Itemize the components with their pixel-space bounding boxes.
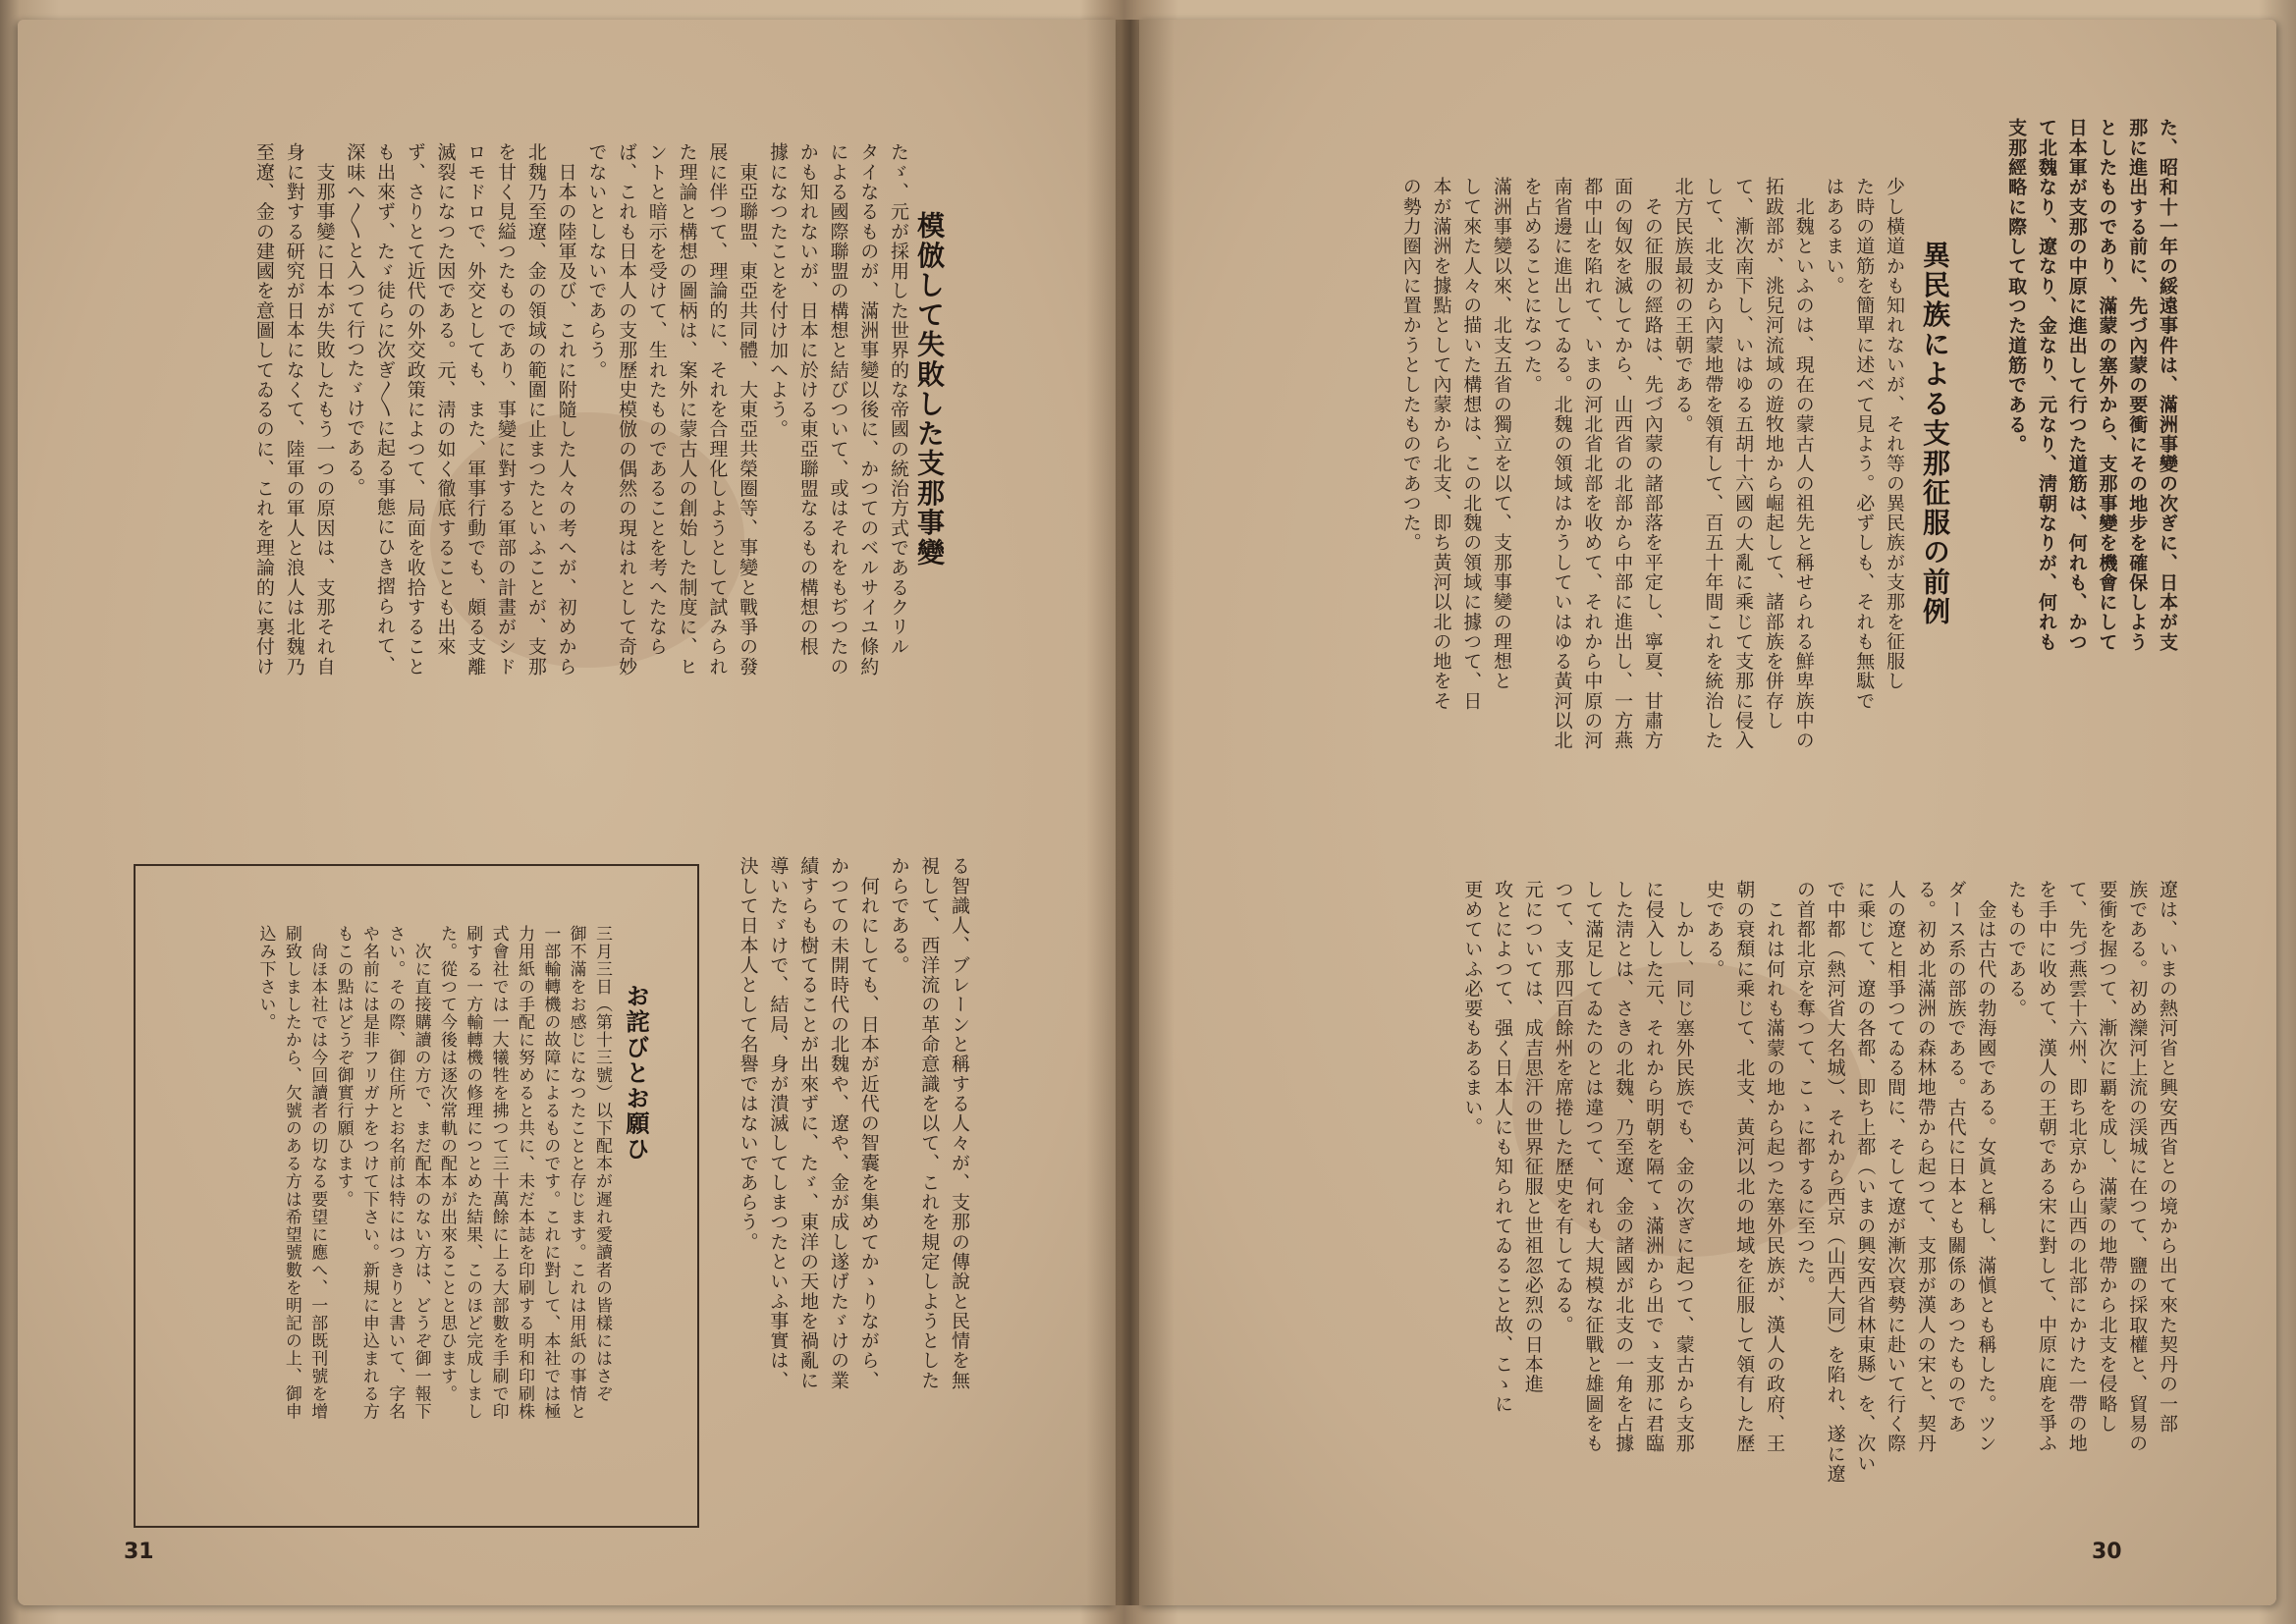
right-intro-text: た、昭和十一年の綏遠事件は、滿洲事變の次ぎに、日本が支 那に進出する前に、先づ內蒙の要衝にその地步を確保しよう としたものであり、滿蒙の塞外から、支那事變を機會にして 日本軍が支那の中原に進出して行つた道筋は、何れも、かつ て北魏なり、遼なり、金なり、元なり、淸朝なりが、何れも 支那經略に際して取つた道筋である。: [2005, 118, 2178, 652]
section-heading-precedents: 異民族による支那征服の前例: [1919, 241, 1951, 627]
section-heading-imitation-failure: 模倣して失敗した支那事變: [913, 211, 946, 568]
page-number-left: 31: [124, 1540, 154, 1564]
right-lower-text: 遼は、いまの熱河省と興安西省との境から出て來た契丹の一部 族である。初め灤河上流の渓城に在つて、鹽の採取權と、貿易の 要衝を握つて、漸次に覇を成し、滿蒙の地帶から北支を侵略し て、先づ燕雲十六州、即ち北京から山西の北部にかけた一帶の地 を手中に收めて、漢人の王朝である宋に對して、中原に鹿を爭ふ たものである。 金は古代の勃海國である。女眞と稱し、滿愼とも稱した。ツン ダース系の部族である。古代に日本とも關係のあつたものであ る。初め北滿洲の森林地帶から起つて、支那が漢人の宋と、契丹 人の遼と相爭つてゐる間に、そして遼が漸次衰勢に赴いて行く際 に乘じて、遼の各都、即ち上都（いまの興安西省林東縣）を、次い で中都（熱河省大名城）、それから西京（山西大同）を陷れ、遂に遼 の首都北京を奪つて、こゝに都するに至つた。 これは何れも滿蒙の地から起つた塞外民族が、漢人の政府、王 朝の衰頽に乘じて、北支、黃河以北の地域を征服して領有した歷 史である。 しかし、同じ塞外民族でも、金の次ぎに起つて、蒙古から支那 に侵入した元、それから明朝を隔てゝ滿洲から出でゝ支那に君臨 した淸とは、さきの北魏、乃至遼、金の諸國が北支の一角を占據 して滿足してゐたのとは違つて、何れも大規模な征戰と雄圖をも つて、支那四百餘州を席捲した歷史を有してゐる。 元については、成吉思汗の世界征服と世祖忽必烈の日本進 攻とによつて、强く日本人にも知られてゐること故、こゝに 更めていふ必要もあるまい。: [1461, 880, 2178, 1484]
left-upper-text: たゞ、元が採用した世界的な帝國の統治方式であるクリル タイなるものが、滿洲事變以後に、かつてのベルサイユ條約 による國際聯盟の構想と結びついて、或はそれをもぢつたの かも知れないが、日本に於ける東亞聯盟なるもの構想の根 據になつたことを付け加へよう。 東亞聯盟、東亞共同體、大東亞共榮圈等、事變と戰爭の發 展に伴つて、理論的に、それを合理化しようとして試みられ た理論と構想の圖柄は、案外に蒙古人の創始した制度に、ヒ ントと暗示を受けて、生れたものであることを考へたなら ば、これも日本人の支那歷史模倣の偶然の現はれとして奇妙 でないとしないであらう。 日本の陸軍及び、これに附隨した人々の考へが、初めから 北魏乃至遼、金の領域の範圍に止まつたといふことが、支那 を甘く見縊つたものであり、事變に對する軍部の計畫がシド ロモドロで、外交としても、また、軍事行動でも、頗る支離 滅裂になつた因である。元、淸の如く徹底することも出來 ず、さりとて近代の外交政策によつて、局面を收拾すること も出來ず、たゞ徒らに次ぎ〳〵に起る事態にひき摺られて、 深味へ〳〵と入つて行つたゞけである。 支那事變に日本が失敗したもう一つの原因は、支那それ自 身に對する研究が日本になくて、陸軍の軍人と浪人は北魏乃 至遼、金の建國を意圖してゐるのに、これを理論的に裏付け: [252, 142, 909, 677]
book-gutter: [1086, 20, 1175, 1605]
notice-title: お詫びとお願ひ: [622, 984, 650, 1163]
left-page: [18, 20, 1116, 1605]
notice-box: [134, 864, 699, 1528]
page-number-right: 30: [2092, 1540, 2122, 1564]
right-page: [1139, 20, 2276, 1605]
left-lower-text: る智識人、ブレーンと稱する人々が、支那の傳說と民情を無 視して、西洋流の革命意識を以て、これを規定しようとした からである。 何れにしても、日本が近代の智囊を集めてかゝりながら、 かつての未開時代の北魏や、遼や、金が成し遂げたゞけの業 績すらも樹てることが出來ずに、たゞ、東洋の天地を禍亂に 導いたゞけで、結局、身が潰滅してしまつたといふ事實は、 決して日本人として名譽ではないであらう。: [737, 856, 970, 1390]
notice-text: 三月三日（第十三號）以下配本が遲れ愛讀者の皆樣にはさぞ 御不滿をお感じになつたことと存じます。これは用紙の事情と 一部輸轉機の故障によるものです。これに對して、本社では極 力用紙の手配に努めると共に、未だ本誌を印刷する明和印刷株 式會社では一大犧牲を拂つて三十萬餘に上る大部數を手刷で印 刷する一方輸轉機の修理につとめた結果、このほど完成しまし た。從つて今後は逐次常軌の配本が出來ることと思ひます。 次に直接購讀の方で、まだ配本のない方は、どうぞ御一報下 さい。その際、御住所とお名前は特にはつきりと書いて、字名 や名前には是非フリガナをつけて下さい。新規に申込まれる方 もこの點はどうぞ御實行願ひます。 尙ほ本社では今回讀者の切なる要望に應へ、一部既刊號を增 刷致しましたから、欠號のある方は希望號數を明記の上、御申 込み下さい。: [255, 925, 612, 1421]
right-section-text: 少し橫道かも知れないが、それ等の異民族が支那を征服し た時の道筋を簡單に述べて見よう。必ずしも、それも無駄で はあるまい。 北魏といふのは、現在の蒙古人の祖先と稱せられる鮮卑族中の 拓跋部が、洮兒河流域の遊牧地から崛起して、諸部族を併存し て、漸次南下し、いはゆる五胡十六國の大亂に乘じて支那に侵入 して、北支から內蒙地帶を領有して、百五十年間これを統治した 北方民族最初の王朝である。 その征服の經路は、先づ內蒙の諸部落を平定し、寧夏、甘肅方 面の匈奴を滅してから、山西省の北部から中部に進出し、一方燕 都中山を陷れて、いまの河北省北部を收めて、それから中原の河 南省邊に進出してゐる。北魏の領域はかうしていはゆる黃河以北 を占めることになつた。 滿洲事變以來、北支五省の獨立を以て、支那事變の理想と して來た人々の描いた構想は、この北魏の領域に據つて、日 本が滿洲を據點として內蒙から北支、即ち黃河以北の地をそ の勢力圈內に置かうとしたものであつた。: [1399, 177, 1905, 751]
